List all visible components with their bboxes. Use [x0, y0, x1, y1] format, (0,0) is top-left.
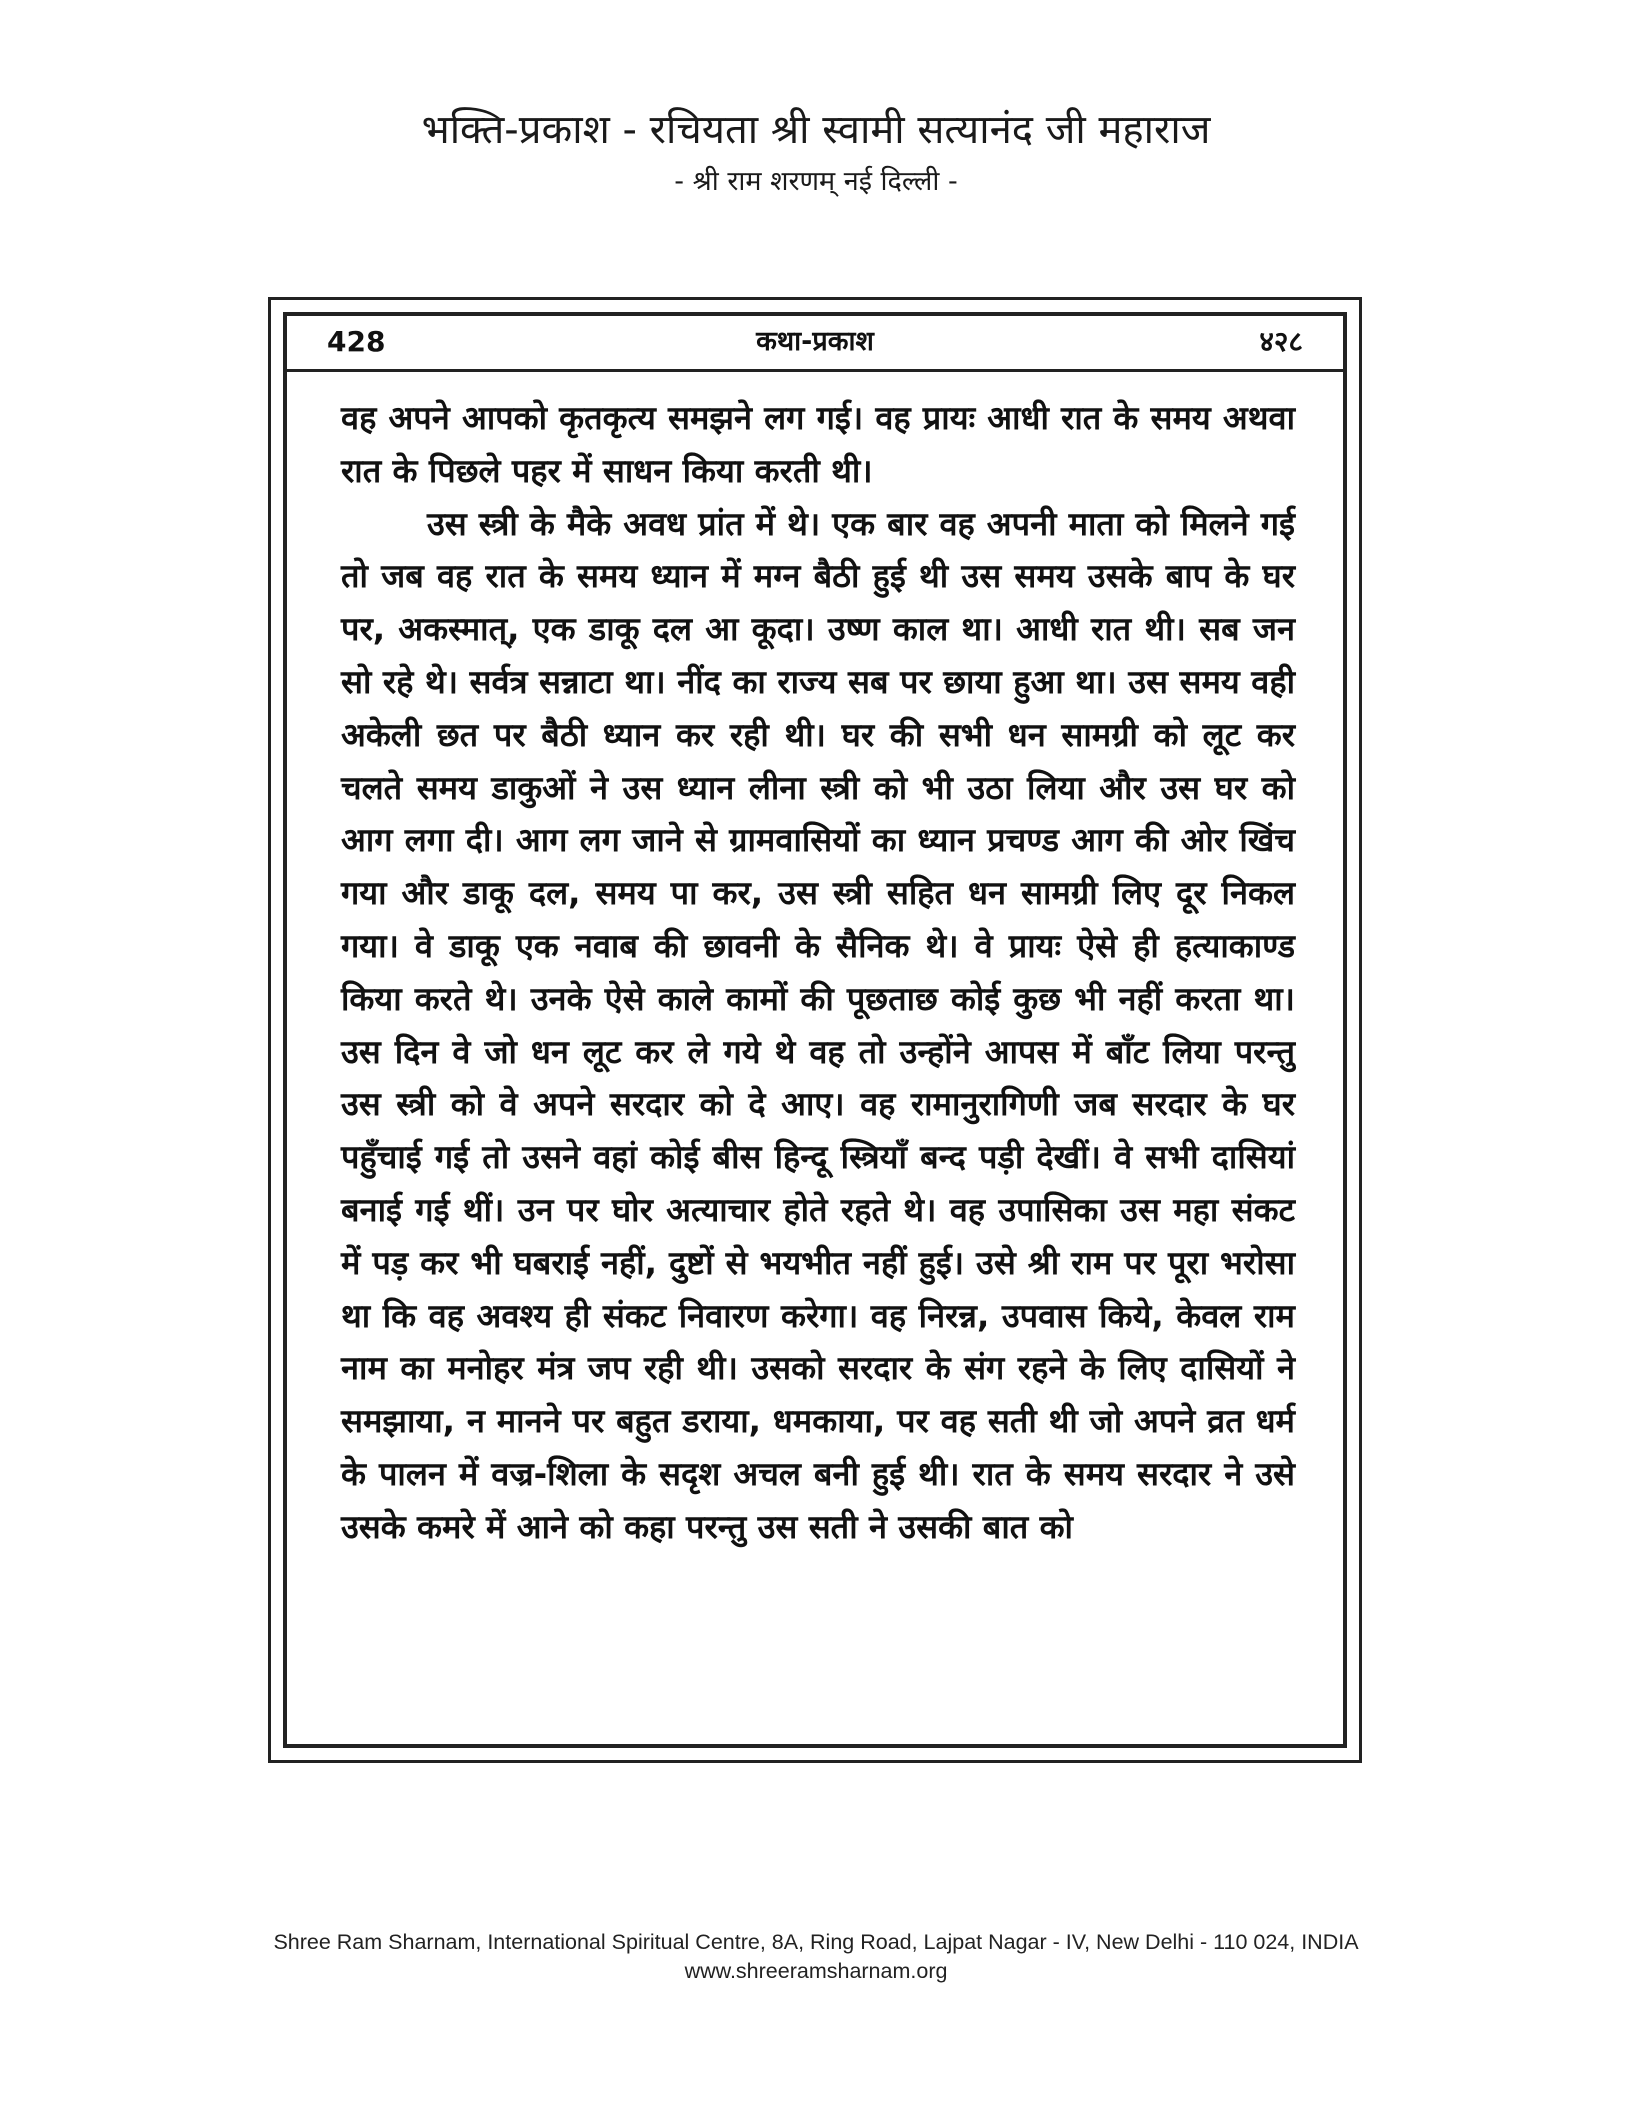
page-frame-inner	[283, 312, 1347, 1748]
paragraph: उस स्त्री के मैके अवध प्रांत में थे। एक बार वह अपनी माता को मिलने गई तो जब वह रात के समय ध्यान में मग्न बैठी हुई थी उस समय उसके बाप के घर पर, अकस्मात्, एक डाकू दल आ कूदा। उष्ण काल था। आधी रात थी। सब जन सो रहे थे। सर्वत्र सन्नाटा था। नींद का राज्य सब पर छाया हुआ था। उस समय वही अकेली छत पर बैठी ध्यान कर रही थी। घर की सभी धन सामग्री को लूट कर चलते समय डाकुओं ने उस ध्यान लीना स्त्री को भी उठा लिया और उस घर को आग लगा दी। आग लग जाने से ग्रामवासियों का ध्यान प्रचण्ड आग की ओर खिंच गया और डाकू दल, समय पा कर, उस स्त्री सहित धन सामग्री लिए दूर निकल गया। वे डाकू एक नवाब की छावनी के सैनिक थे। वे प्रायः ऐसे ही हत्याकाण्ड किया करते थे। उनके ऐसे काले कामों की पूछताछ कोई कुछ भी नहीं करता था। उस दिन वे जो धन लूट कर ले गये थे वह तो उन्होंने आपस में बाँट लिया परन्तु उस स्त्री को वे अपने सरदार को दे आए। वह रामानुरागिणी जब सरदार के घर पहुँचाई गई तो उसने वहां कोई बीस हिन्दू स्त्रियाँ बन्द पड़ी देखीं। वे सभी दासियां बनाई गई थीं। उन पर घोर अत्याचार होते रहते थे। वह उपासिका उस महा संकट में पड़ कर भी घबराई नहीं, दुष्टों से भयभीत नहीं हुई। उसे श्री राम पर पूरा भरोसा था कि वह अवश्य ही संकट निवारण करेगा। वह निरन्न, उपवास किये, केवल राम नाम का मनोहर मंत्र जप रही थी। उसको सरदार के संग रहने के लिए दासियों ने समझाया, न मानने पर बहुत डराया, धमकाया, पर वह सती थी जो अपने व्रत धर्म के पालन में वज्र-शिला के सदृश अचल बनी हुई थी। रात के समय सरदार ने उसे उसके कमरे में आने को कहा परन्तु उस सती ने उसकी बात को	[341, 504, 1295, 1546]
book-subtitle: - श्री राम शरणम् नई दिल्ली -	[674, 166, 958, 197]
footer-address: Shree Ram Sharnam, International Spiritual Centre, 8A, Ring Road, Lajpat Nagar - IV, New Delhi - 110 024, INDIA	[273, 1930, 1359, 1954]
page-frame-outer	[268, 297, 1362, 1763]
page-number-arabic: 428	[327, 325, 386, 358]
book-title: भक्ति-प्रकाश - रचियता श्री स्वामी सत्यानंद जी महाराज	[421, 107, 1211, 153]
paragraph: वह अपने आपको कृतकृत्य समझने लग गई। वह प्रायः आधी रात के समय अथवा रात के पिछले पहर में साधन किया करती थी।	[341, 399, 1295, 490]
running-head: कथा-प्रकाश	[756, 326, 874, 357]
footer-url: www.shreeramsharnam.org	[684, 1959, 948, 1983]
page-header-bar	[287, 316, 1343, 372]
page-number-devanagari: ४२८	[1259, 325, 1303, 358]
body-text	[341, 392, 1295, 1554]
